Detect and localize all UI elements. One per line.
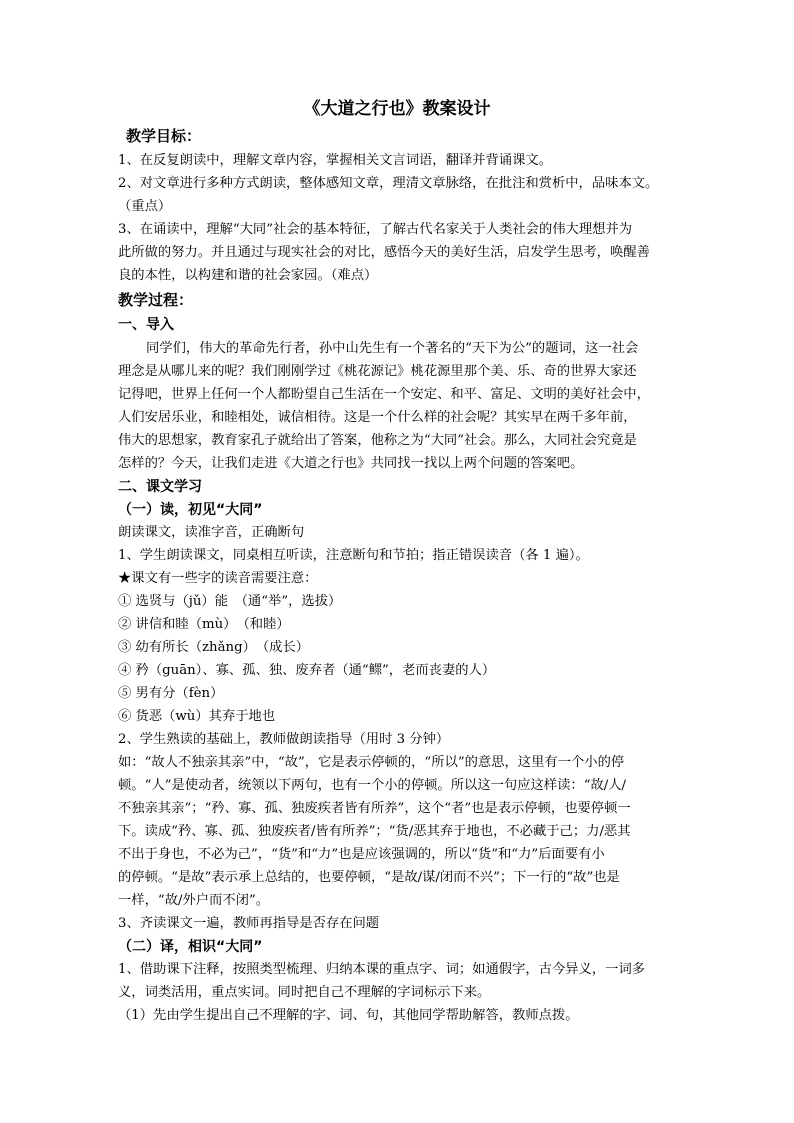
subsection-1-heading: （一）读，初见“大同” [118, 502, 263, 518]
guide-line-6: 的停顿。“是故”表示承上总结的，也要停顿，“是故/谋/闭而不兴”；下一行的“故”也是 [118, 870, 620, 885]
process-heading: 教学过程： [118, 291, 194, 309]
pronunciation-item-3: ③ 幼有所长（zhǎng） （成长） [118, 640, 310, 655]
objective-3-line-3: 良的本性，以构建和谐的社会家园。（难点） [118, 268, 378, 283]
guide-line-4: 下。读成“矜、寡、孤、独废疾者/皆有所养”；“货/恶其弃于地也，不必藏于己；力/恶其 [118, 824, 631, 839]
pronunciation-item-1: ① 选贤与（jǔ）能 （通“举”，选拔） [118, 594, 342, 609]
guide-line-2: 顿。“人”是使动者，统领以下两句，也有一个小的停顿。所以这一句应这样读：“故/人/ [118, 778, 627, 793]
objectives-heading: 教学目标： [126, 127, 202, 145]
translate-line-1: 1、借助课下注释，按照类型梳理、归纳本课的重点字、词；如通假字，古今异义，一词多 [118, 962, 646, 977]
guide-line-3: 不独亲其亲”；“矜、寡、孤、独废疾者皆有所养”，这个“者”也是表示停顿，也要停顿一 [118, 801, 631, 816]
read-step-1: 1、学生朗读课文，同桌相互听读，注意断句和节拍；指正错误读音（各 1 遍）。 [118, 548, 589, 563]
doc-title: 《大道之行也》教案设计 [303, 99, 491, 119]
guide-line-1: 如：“故人不独亲其亲”中，“故”，它是表示停顿的，“所以”的意思，这里有一个小的停 [118, 755, 625, 770]
pronunciation-item-6: ⑥ 货恶（wù）其弃于地也 [118, 709, 276, 724]
intro-line-1: 同学们，伟大的革命先行者，孙中山先生有一个著名的“天下为公”的题词，这一社会 [146, 341, 639, 356]
translate-line-3: （1）先由学生提出自己不理解的字、词、句，其他同学帮助解答，教师点拨。 [118, 1008, 579, 1023]
objective-3-line-1: 3、在诵读中，理解“大同”社会的基本特征，了解古代名家关于人类社会的伟大理想并为 [118, 222, 633, 237]
pronunciation-note: ★课文有一些字的读音需要注意： [118, 571, 318, 586]
read-goal: 朗读课文，读准字音，正确断句 [118, 525, 305, 540]
intro-line-3: 记得吧，世界上任何一个人都盼望自己生活在一个安定、和平、富足、文明的美好社会中， [118, 387, 650, 402]
objective-2-line-2: （重点） [118, 199, 172, 214]
intro-line-4: 人们安居乐业，和睦相处，诚信相待。这是一个什么样的社会呢？其实早在两千多年前， [118, 410, 637, 425]
objective-3-line-2: 此所做的努力。并且通过与现实社会的对比，感悟今天的美好生活，启发学生思考，唤醒善 [118, 245, 650, 260]
guide-line-5: 不出于身也，不必为己”，“货”和“力”也是应该强调的，所以“货”和“力”后面要有小 [118, 847, 605, 862]
intro-line-2: 理念是从哪儿来的呢？我们刚刚学过《桃花源记》桃花源里那个美、乐、奇的世界大家还 [118, 364, 637, 379]
intro-line-6: 怎样的？今天，让我们走进《大道之行也》共同找一找以上两个问题的答案吧。 [118, 456, 584, 471]
objective-2-line-1: 2、对文章进行多种方式朗读，整体感知文章，理清文章脉络，在批注和赏析中，品味本文。 [118, 176, 659, 191]
subsection-2-heading: （二）译，相识“大同” [118, 939, 263, 955]
objective-1: 1、在反复朗读中，理解文章内容，掌握相关文言词语，翻译并背诵课文。 [118, 153, 552, 168]
translate-line-2: 义，词类活用，重点实词。同时把自己不理解的字词标示下来。 [118, 985, 491, 1000]
pronunciation-item-5: ⑤ 男有分（fèn） [118, 686, 224, 701]
pronunciation-item-2: ② 讲信和睦（mù） （和睦） [118, 617, 290, 632]
guide-line-7: 一样，“故/外户而不闭”。 [118, 893, 270, 908]
pronunciation-item-4: ④ 矜（guān）、寡、孤、独、废弃者（通“鳏”，老而丧妻的人） [118, 663, 496, 678]
section-2-heading: 二、课文学习 [118, 479, 202, 495]
section-1-heading: 一、导入 [118, 317, 174, 333]
intro-line-5: 伟大的思想家，教育家孔子就给出了答案，他称之为“大同”社会。那么，大同社会究竟是 [118, 433, 637, 448]
read-step-2: 2、学生熟读的基础上，教师做朗读指导（用时 3 分钟） [118, 732, 450, 747]
read-step-3: 3、齐读课文一遍，教师再指导是否存在问题 [118, 916, 380, 931]
